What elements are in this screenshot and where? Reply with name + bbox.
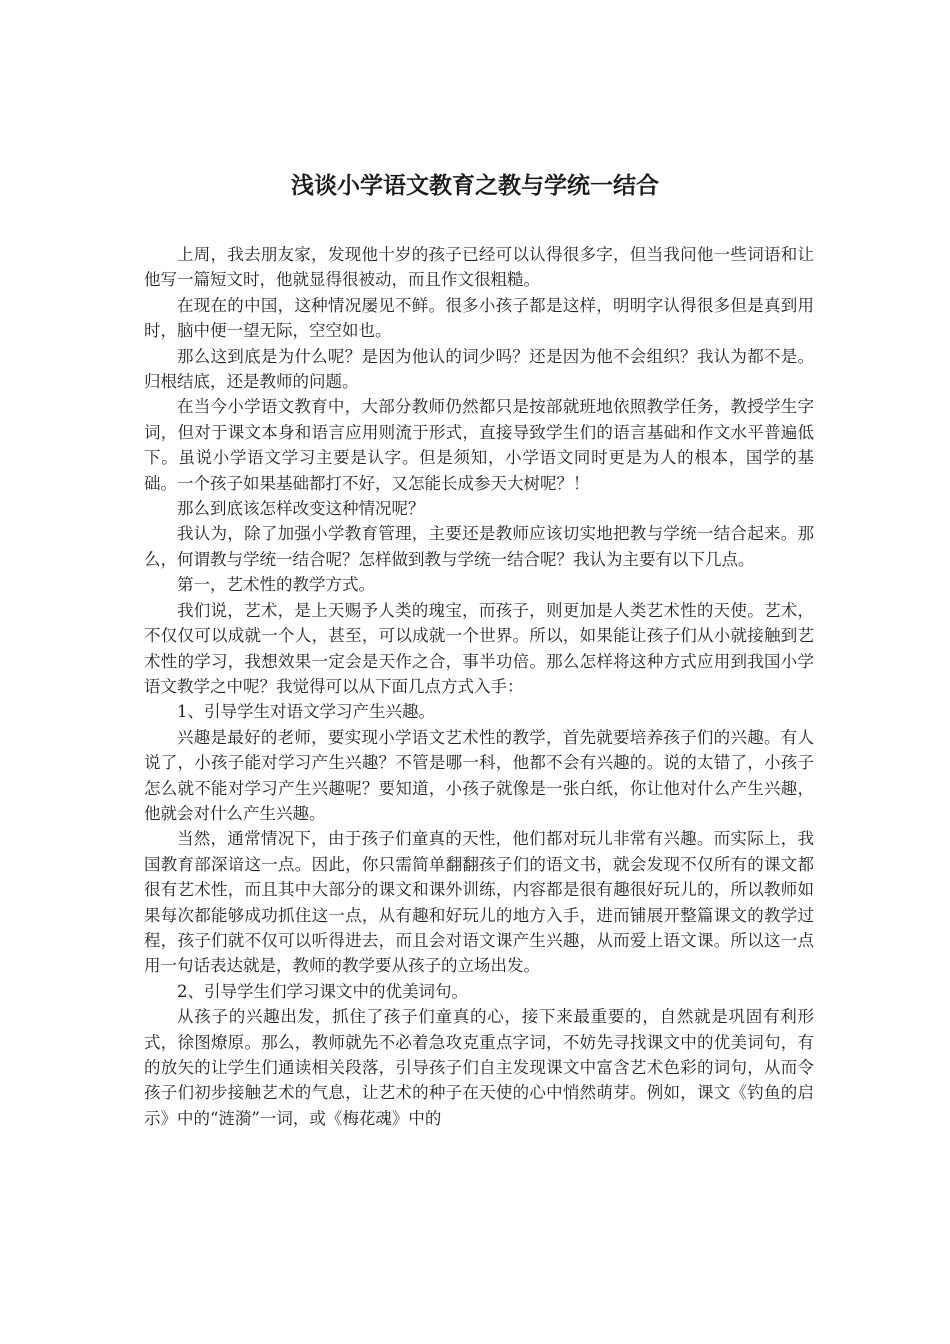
paragraph: 那么这到底是为什么呢？是因为他认的词少吗？还是因为他不会组织？我认为都不是。归根结底，还是教师的问题。 (144, 346, 814, 392)
paragraph: 我们说，艺术，是上天赐予人类的瑰宝，而孩子，则更加是人类艺术性的天使。艺术，不仅仅可以成就一个人，甚至，可以成就一个世界。所以，如果能让孩子们从小就接触到艺术性的学习，我想效果一定会是天作之合，事半功倍。那么怎样将这种方式应用到我国小学语文教学之中呢？我觉得可以从下面几点方式入手： (144, 600, 814, 696)
paragraph: 当然，通常情况下，由于孩子们童真的天性，他们都对玩儿非常有兴趣。而实际上，我国教育部深谙这一点。因此，你只需简单翻翻孩子们的语文书，就会发现不仅所有的课文都很有艺术性，而且其中大部分的课文和课外训练，内容都是很有趣很好玩儿的，所以教师如果每次都能够成功抓住这一点，从有趣和好玩儿的地方入手，进而铺展开整篇课文的教学过程，孩子们就不仅可以听得进去，而且会对语文课产生兴趣，从而爱上语文课。所以这一点用一句话表达就是，教师的教学要从孩子的立场出发。 (144, 829, 814, 976)
paragraph: 兴趣是最好的老师，要实现小学语文艺术性的教学，首先就要培养孩子们的兴趣。有人说了，小孩子能对学习产生兴趣？不管是哪一科，他都不会有兴趣的。说的太错了，小孩子怎么就不能对学习产生兴趣呢？要知道，小孩子就像是一张白纸，你让他对什么产生兴趣，他就会对什么产生兴趣。 (144, 727, 814, 823)
paragraph: 上周，我去朋友家，发现他十岁的孩子已经可以认得很多字，但当我问他一些词语和让他写一篇短文时，他就显得很被动，而且作文很粗糙。 (144, 245, 814, 290)
paragraph: 在现在的中国，这种情况屡见不鲜。很多小孩子都是这样，明明字认得很多但是真到用时，脑中便一望无际，空空如也。 (144, 295, 814, 341)
paragraph: 那么到底该怎样改变这种情况呢？ (177, 499, 425, 519)
subsection-heading: 2、引导学生们学习课文中的优美词句。 (177, 981, 468, 1001)
document-body (144, 242, 814, 1131)
paragraph: 我认为，除了加强小学教育管理，主要还是教师应该切实地把教与学统一结合起来。那么，何谓教与学统一结合呢？怎样做到教与学统一结合呢？我认为主要有以下几点。 (144, 524, 814, 569)
subsection-heading: 1、引导学生对语文学习产生兴趣。 (177, 702, 435, 722)
document-title: 浅谈小学语文教育之教与学统一结合 (291, 173, 659, 199)
paragraph: 从孩子的兴趣出发，抓住了孩子们童真的心，接下来最重要的，自然就是巩固有利形式，徐图燎原。那么，教师就先不必着急攻克重点字词，不妨先寻找课文中的优美词句，有的放矢的让学生们通读相关段落，引导孩子们自主发现课文中富含艺术色彩的词句，从而令孩子们初步接触艺术的气息，让艺术的种子在天使的心中悄然萌芽。例如，课文《钓鱼的启示》中的“涟漪”一词，或《梅花魂》中的 (144, 1007, 814, 1128)
paragraph: 在当今小学语文教育中，大部分教师仍然都只是按部就班地依照教学任务，教授学生字词，但对于课文本身和语言应用则流于形式，直接导致学生们的语言基础和作文水平普遍低下。虽说小学语文学习主要是认字。但是须知，小学语文同时更是为人的根本，国学的基础。一个孩子如果基础都打不好，又怎能长成参天大树呢？！ (144, 397, 814, 493)
section-heading: 第一，艺术性的教学方式。 (177, 575, 375, 595)
